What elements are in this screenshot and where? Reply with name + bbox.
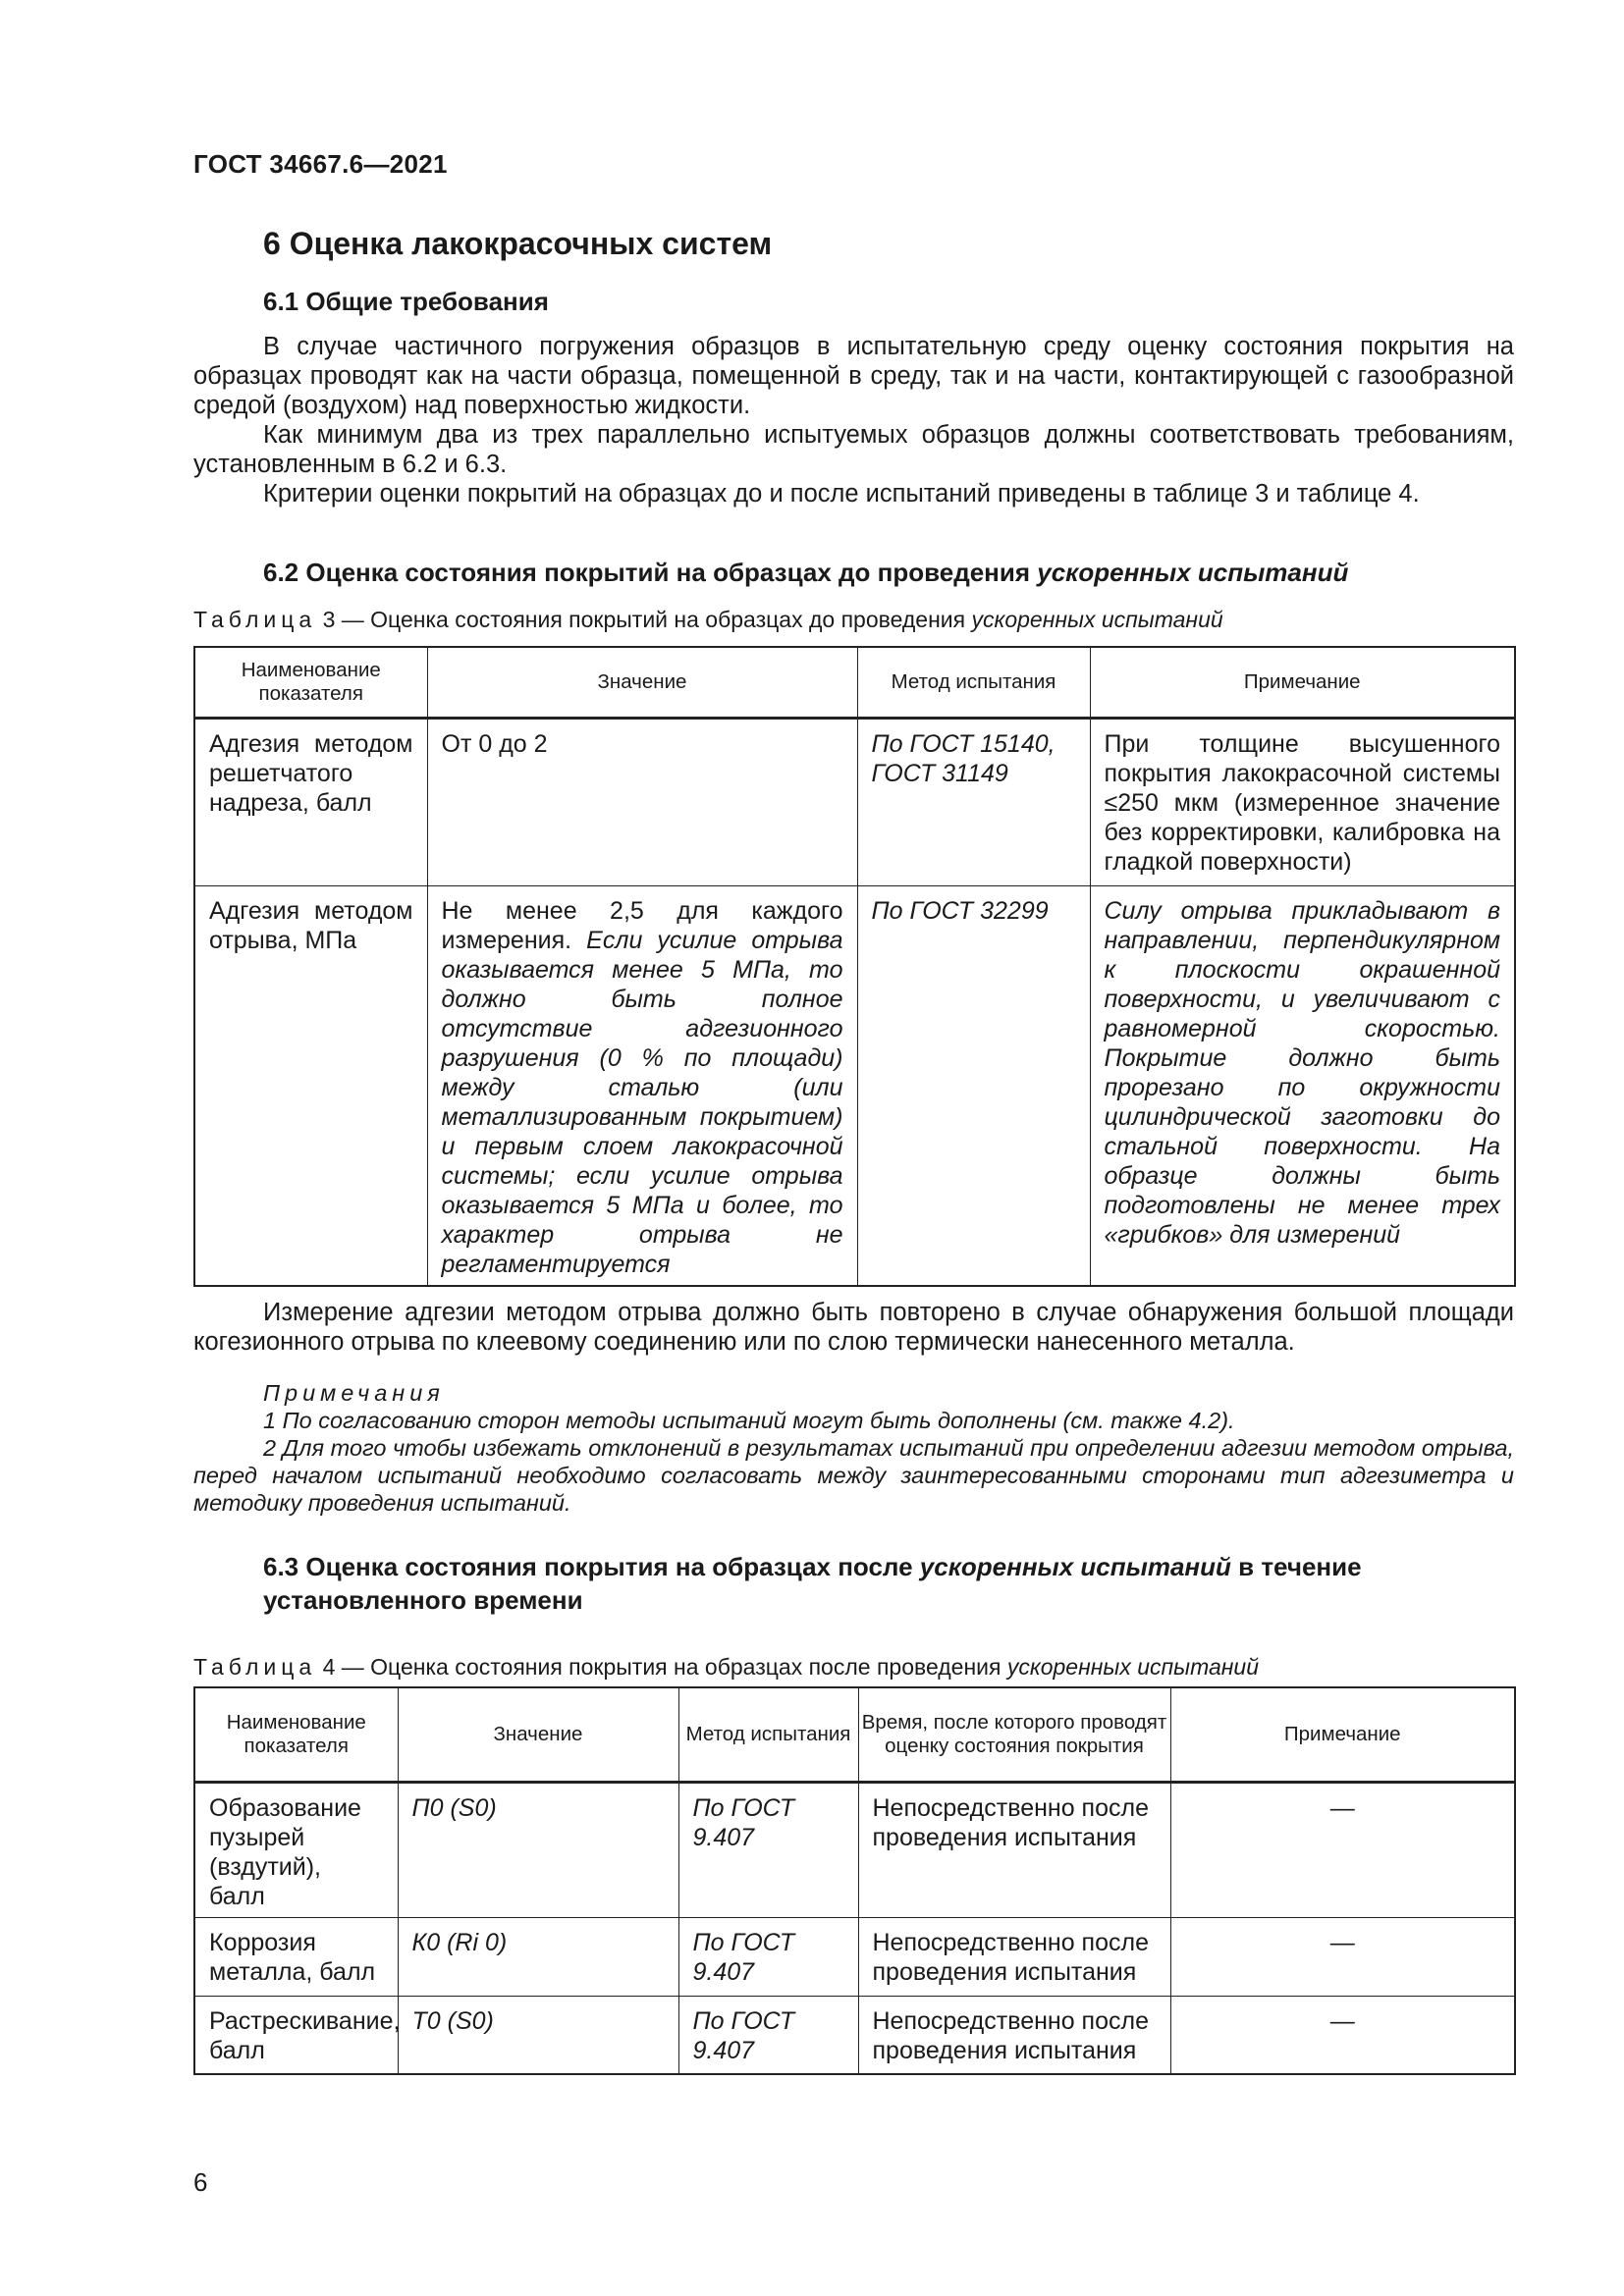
- table-4-cell-value: К0 (Ri 0): [398, 1917, 678, 1996]
- table-3-cell-value: [427, 718, 857, 885]
- section-6-2-title-text: 6.2 Оценка состояния покрытий на образцах до проведения: [263, 558, 1038, 587]
- page-number: 6: [193, 2167, 208, 2197]
- section-6-3-title-line-2: установленного времени: [263, 1585, 583, 1615]
- table-3-cell-note: При толщине высушенного покрытия лакокрасочной системы ≤250 мкм (измеренное значение без корректировки, калибровка на гладкой поверхности): [1090, 718, 1515, 885]
- table-4-header-name: Наименование показателя: [194, 1687, 398, 1782]
- table-4-cell-time: Непосредственно после проведения испытания: [858, 1782, 1170, 1917]
- section-6-1-title: 6.1 Общие требования: [263, 287, 549, 316]
- table-3-cell-method: По ГОСТ 15140, ГОСТ 31149: [857, 718, 1090, 885]
- table-4-cell-method: По ГОСТ 9.407: [678, 1782, 858, 1917]
- table-4-header-time: Время, после которого проводят оценку состояния покрытия: [858, 1687, 1170, 1782]
- table-3-header-method: Метод испытания: [857, 647, 1090, 718]
- table-4-cell-note: —: [1170, 1782, 1515, 1917]
- paragraph: Измерение адгезии методом отрыва должно быть повторено в случае обнаружения большой площади когезионного отрыва по клеевому соединению или по слою термически нанесенного металла.: [193, 1299, 1514, 1356]
- table-row: [194, 718, 1515, 885]
- notes-title: Примечания: [263, 1380, 445, 1406]
- table-row: [194, 885, 1515, 1286]
- paragraph: В случае частичного погружения образцов в испытательную среду оценку состояния покрытия на образцах проводят как на части образца, помещенной в среду, так и на части, контактирующей с газообразной средой (воздухом) над поверхностью жидкости.: [193, 333, 1514, 419]
- table-4-caption: [193, 1654, 1259, 1681]
- value-text: Не менее 2,5 для каждого измерения.: [441, 896, 843, 954]
- table-3-header-row: [194, 647, 1515, 718]
- table-4-cell-name: Образование пузырей (вздутий), балл: [194, 1782, 398, 1917]
- table-4-cell-method: По ГОСТ 9.407: [678, 1917, 858, 1996]
- table-row: [194, 1782, 1515, 1917]
- table-3-cell-note: Силу отрыва прикладывают в направлении, перпендикулярном к плоскости окрашенной поверхности, и увеличивают с равномерной скоростью. Покрытие должно быть прорезано по окружности цилиндрической заготовки до стальной поверхности. На образце должны быть подготовлены не менее трех «грибков» для измерений: [1090, 885, 1515, 1286]
- value-italic: Если усилие отрыва оказывается менее 5 МПа, то должно быть полное отсутствие адгезионного разрушения (0 % по площади) между сталью (или металлизированным покрытием) и первым слоем лакокрасочной системы; если усилие отрыва оказывается 5 МПа и более, то характер отрыва не регламентируется: [441, 926, 843, 1278]
- table-4-caption-text: 4 — Оценка состояния покрытия на образцах после проведения: [316, 1654, 1007, 1680]
- table-3-caption: [193, 607, 1223, 633]
- section-6-2-title-italic: ускоренных испытаний: [1037, 558, 1349, 587]
- table-3-cell-name: Адгезия методом отрыва, МПа: [194, 885, 427, 1286]
- table-3-cell-method: По ГОСТ 32299: [857, 885, 1090, 1286]
- table-row: [194, 1917, 1515, 1996]
- note-item: 2 Для того чтобы избежать отклонений в результатах испытаний при определении адгезии методом отрыва, перед началом испытаний необходимо согласовать между заинтересованными сторонами тип адгезиметра и методику проведения испытаний.: [193, 1435, 1514, 1516]
- table-4-cell-note: —: [1170, 1917, 1515, 1996]
- table-4-cell-time: Непосредственно после проведения испытания: [858, 1917, 1170, 1996]
- document-code-header: ГОСТ 34667.6—2021: [193, 149, 448, 179]
- note-item: 1 По согласованию сторон методы испытаний могут быть дополнены (см. также 4.2).: [263, 1408, 1235, 1433]
- table-4-cell-method: По ГОСТ 9.407: [678, 1996, 858, 2074]
- paragraph: Критерии оценки покрытий на образцах до и после испытаний приведены в таблице 3 и таблице 4.: [263, 480, 1420, 507]
- table-4-cell-name: Коррозия металла, балл: [194, 1917, 398, 1996]
- table-4-header-value: Значение: [398, 1687, 678, 1782]
- section-6-3-title-text-2: в течение: [1230, 1552, 1362, 1581]
- section-6-3-title-italic: ускоренных испытаний: [919, 1552, 1231, 1581]
- table-3-caption-italic: ускоренных испытаний: [971, 607, 1223, 632]
- table-4-caption-italic: ускоренных испытаний: [1006, 1654, 1260, 1680]
- paragraph: Как минимум два из трех параллельно испытуемых образцов должны соответствовать требованиям, установленным в 6.2 и 6.3.: [193, 421, 1514, 478]
- section-6-3-title: [263, 1550, 1514, 1617]
- table-3-caption-text: 3 — Оценка состояния покрытий на образцах до проведения: [316, 607, 972, 632]
- table-4: [193, 1686, 1516, 2075]
- notes-block: [193, 1379, 1514, 1517]
- after-table-3-paragraph: [193, 1298, 1514, 1357]
- table-3-cell-name: Адгезия методом решетчатого надреза, балл: [194, 718, 427, 885]
- table-4-cell-note: —: [1170, 1996, 1515, 2074]
- table-3-cell-value: [427, 885, 857, 1286]
- section-6-2-title: [263, 558, 1348, 588]
- table-3-header-name: Наименование показателя: [194, 647, 427, 718]
- table-4-header-note: Примечание: [1170, 1687, 1515, 1782]
- section-6-title: 6 Оценка лакокрасочных систем: [263, 226, 773, 261]
- value-text: От 0 до 2: [441, 729, 548, 758]
- section-6-1-body: [193, 332, 1514, 508]
- table-4-cell-name: Растрескивание, балл: [194, 1996, 398, 2074]
- table-row: [194, 1996, 1515, 2074]
- table-3-header-note: Примечание: [1090, 647, 1515, 718]
- table-3: [193, 646, 1516, 1287]
- table-4-cell-time: Непосредственно после проведения испытания: [858, 1996, 1170, 2074]
- section-6-3-title-text: 6.3 Оценка состояния покрытия на образцах после: [263, 1552, 920, 1581]
- table-3-header-value: Значение: [427, 647, 857, 718]
- table-4-caption-label: Таблица: [193, 1654, 317, 1680]
- table-4-header-row: [194, 1687, 1515, 1782]
- table-4-cell-value: П0 (S0): [398, 1782, 678, 1917]
- table-3-caption-label: Таблица: [193, 607, 317, 632]
- table-4-header-method: Метод испытания: [678, 1687, 858, 1782]
- table-4-cell-value: Т0 (S0): [398, 1996, 678, 2074]
